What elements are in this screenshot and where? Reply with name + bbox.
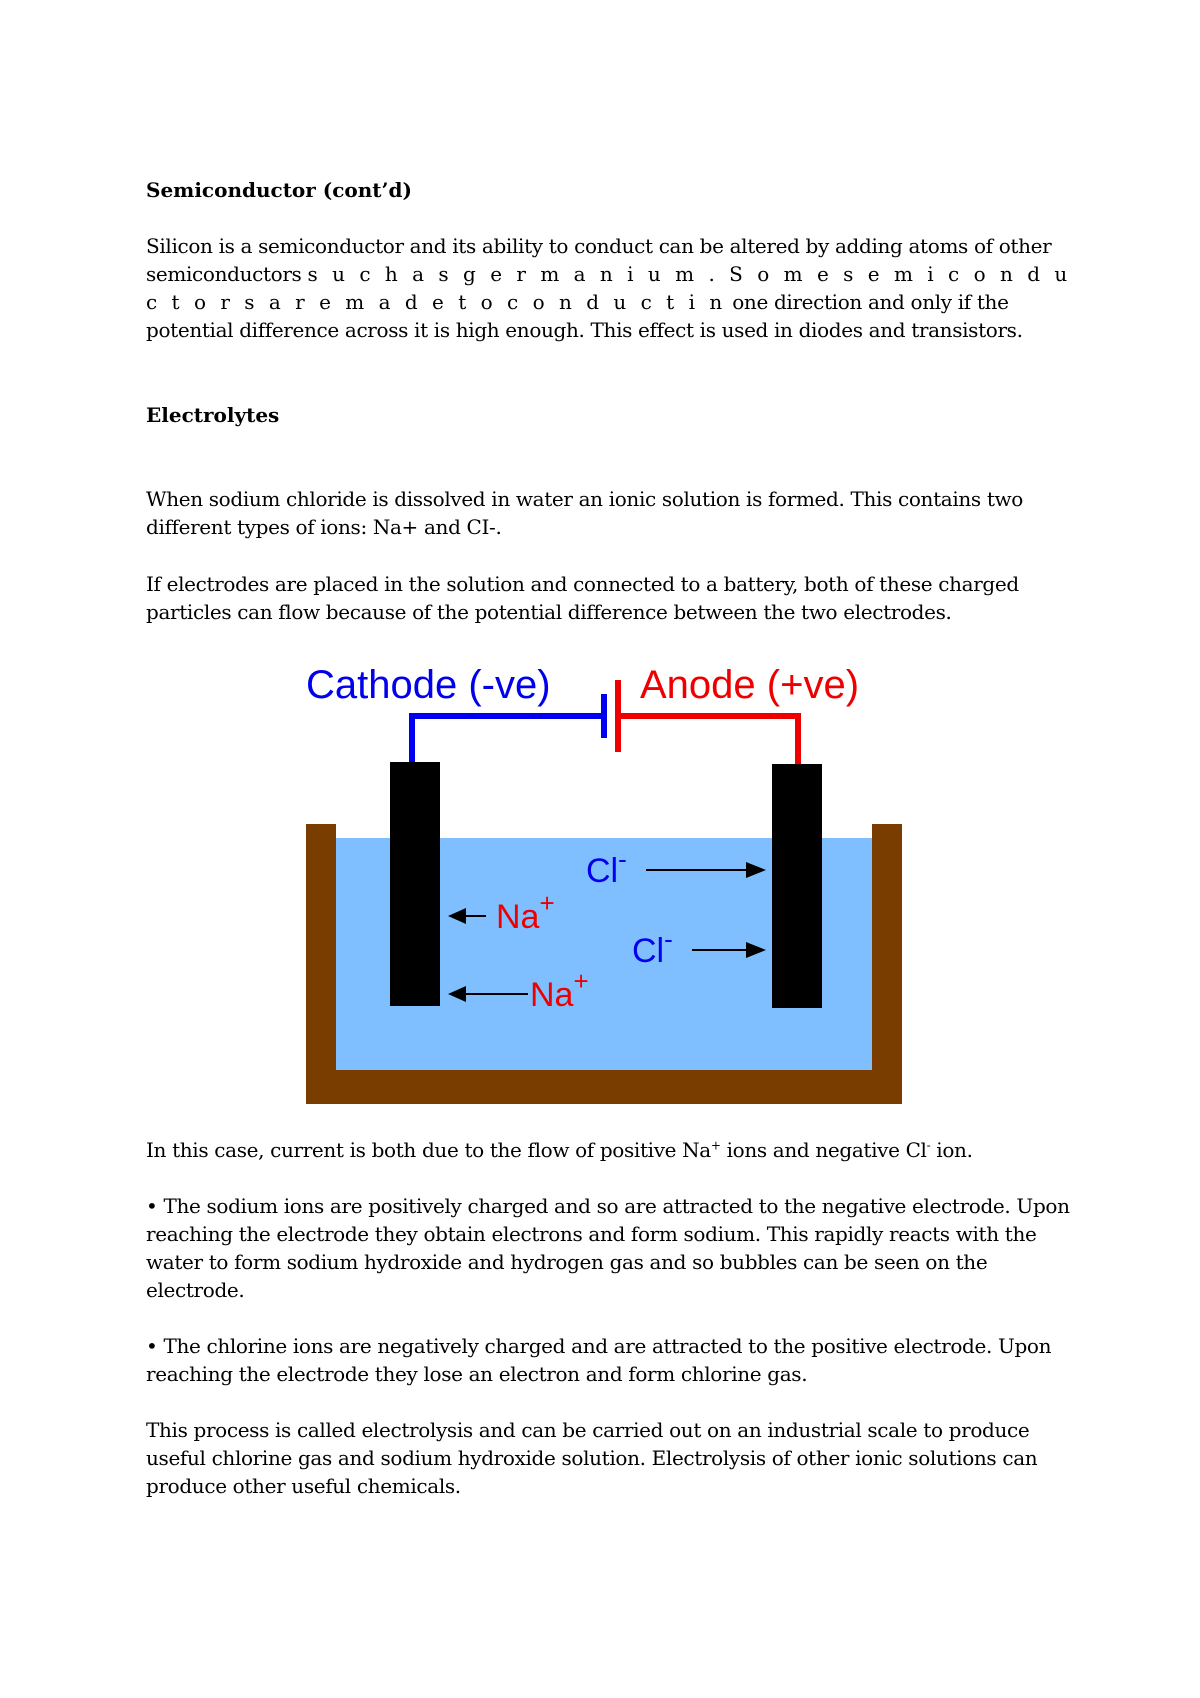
container-left-wall bbox=[306, 824, 336, 1104]
electrolytes-heading: Electrolytes bbox=[146, 403, 280, 427]
chlorine-bullet: • The chlorine ions are negatively charged and are attracted to the positive electrode. Upon reaching the electrode they lose an electron and form chlorine gas. bbox=[146, 1334, 1052, 1386]
container-right-wall bbox=[872, 824, 902, 1104]
cathode-electrode bbox=[390, 762, 440, 1006]
sodium-bullet: • The sodium ions are positively charged and so are attracted to the negative electrode. Upon reaching the electrode they obtain electrons and form sodium. This rapidly reacts with the water to form sodium hydroxide and hydrogen gas and so bubbles can be seen on the electrode. bbox=[146, 1194, 1070, 1302]
semiconductor-text-2: s u c h a s g e r m a n i u m . S o m e s e m i c o n d u c t o r s a r e m a d e t o c o n d u c t i n bbox=[146, 262, 1072, 314]
case-text-2: ions and negative Cl bbox=[720, 1138, 927, 1162]
semiconductor-text-1: Silicon is a semiconductor and its ability to conduct can be altered by adding atoms of other semiconductors bbox=[146, 234, 1052, 286]
cathode-label: Cathode (-ve) bbox=[306, 663, 551, 707]
electrolytes-paragraph-1: When sodium chloride is dissolved in water an ionic solution is formed. This contains two different types of ions: Na+ and CI-. bbox=[146, 487, 1023, 539]
case-text-3: ion. bbox=[930, 1138, 973, 1162]
sodium-ion-label-2: Na+ bbox=[530, 966, 589, 1014]
chloride-ion-label-1: Cl- bbox=[586, 844, 627, 890]
anode-wire bbox=[618, 716, 798, 766]
case-sentence bbox=[146, 1136, 1076, 1164]
electrolysis-diagram bbox=[300, 656, 910, 1106]
cl-superscript: - bbox=[926, 1138, 931, 1153]
semiconductor-text-3: one direction and only if the potential difference across it is high enough. This effect is used in diodes and transistors. bbox=[146, 290, 1023, 342]
anode-label: Anode (+ve) bbox=[640, 663, 860, 707]
container-base bbox=[306, 1070, 902, 1104]
conclusion-paragraph: This process is called electrolysis and can be carried out on an industrial scale to produce useful chlorine gas and sodium hydroxide solution. Electrolysis of other ionic solutions can produce other useful chemicals. bbox=[146, 1418, 1038, 1498]
anode-electrode bbox=[772, 764, 822, 1008]
cathode-wire bbox=[412, 716, 604, 764]
sodium-ion-label-1: Na+ bbox=[496, 888, 555, 936]
electrolytes-paragraph-2: If electrodes are placed in the solution and connected to a battery, both of these charged particles can flow because of the potential difference between the two electrodes. bbox=[146, 572, 1019, 624]
chloride-ion-label-2: Cl- bbox=[632, 924, 673, 970]
semiconductor-heading: Semiconductor (cont’d) bbox=[146, 178, 412, 202]
case-text-1: In this case, current is both due to the flow of positive Na bbox=[146, 1138, 711, 1162]
na-superscript: + bbox=[710, 1138, 721, 1153]
semiconductor-paragraph bbox=[146, 232, 1076, 344]
